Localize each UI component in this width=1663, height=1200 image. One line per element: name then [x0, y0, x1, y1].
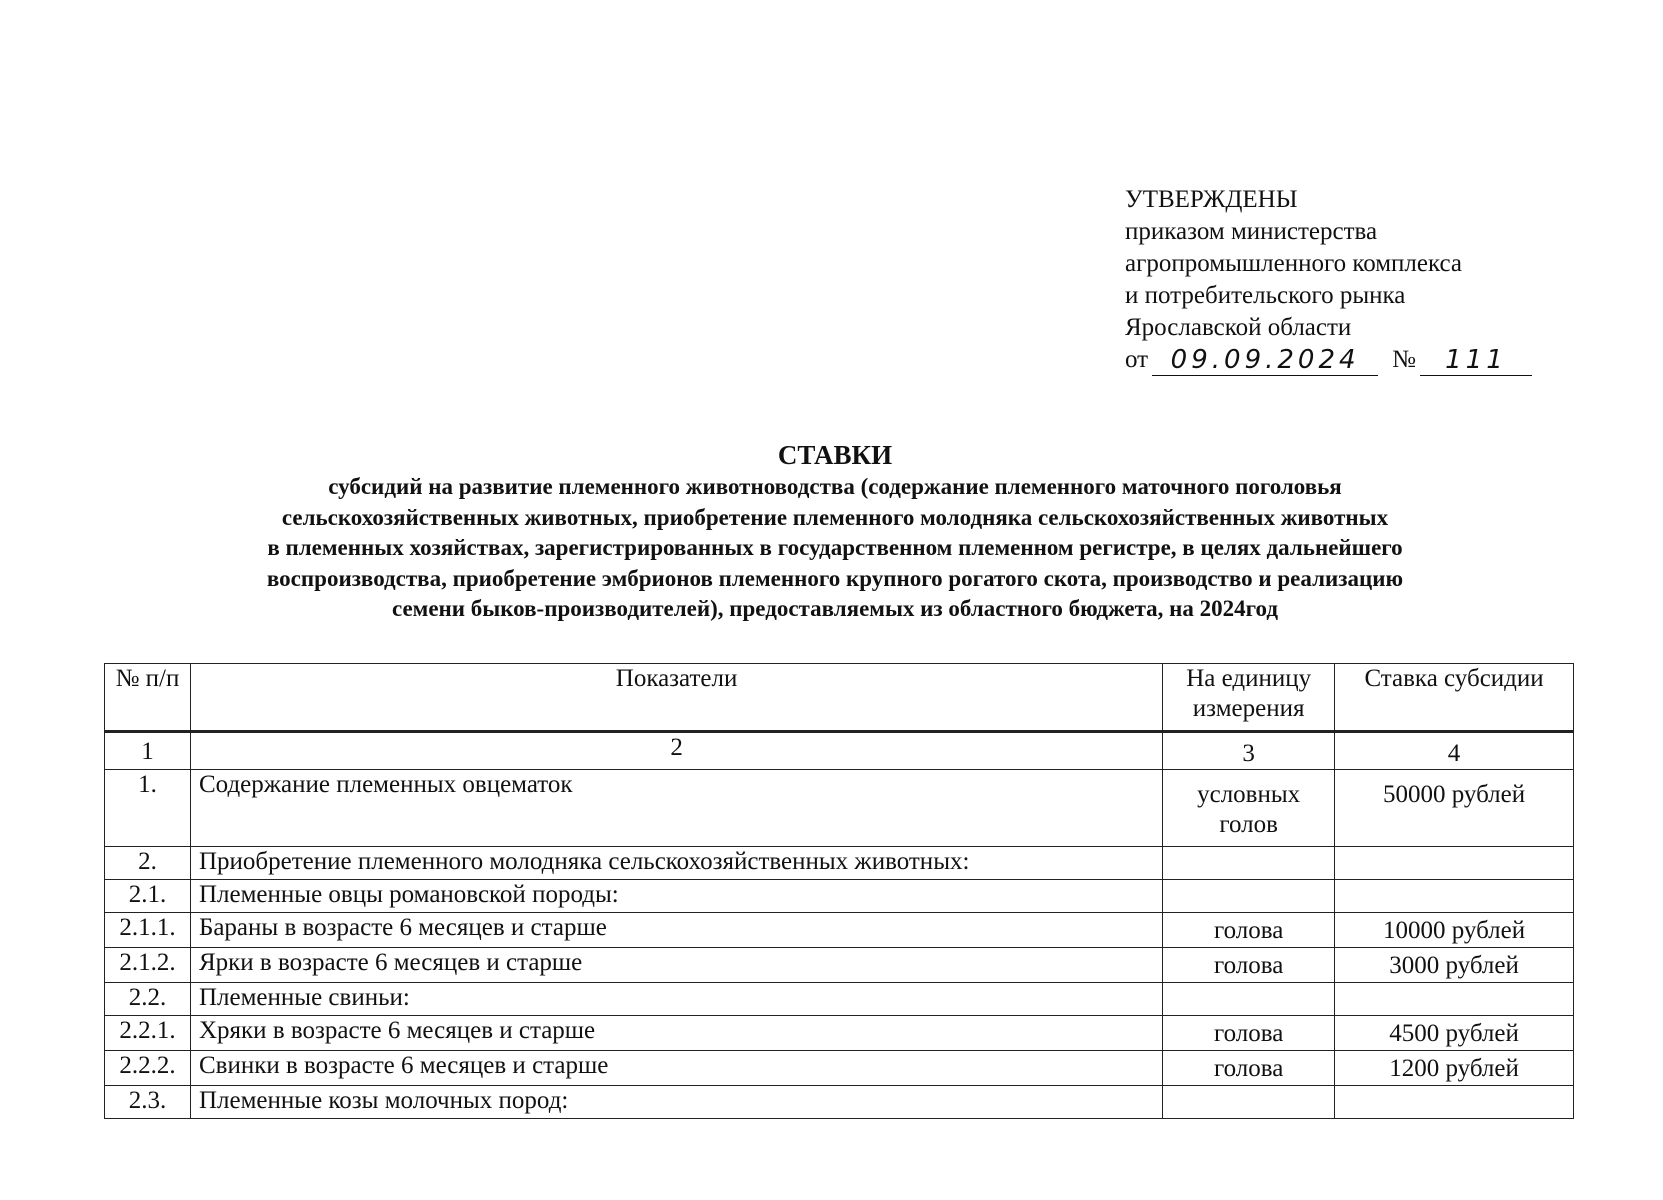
- row-unit: голова: [1163, 1016, 1335, 1051]
- row-num: 1.: [105, 770, 191, 847]
- approval-line: агропромышленного комплекса: [1125, 250, 1463, 277]
- subtitle-line: в племенных хозяйствах, зарегистрированных в государственном племенном регистре, в целях дальнейшего: [267, 535, 1403, 560]
- column-number: 3: [1163, 732, 1335, 770]
- document-title: СТАВКИ: [777, 440, 893, 470]
- row-rate: 1200 рублей: [1335, 1051, 1574, 1086]
- column-number: 1: [105, 732, 191, 770]
- header-indicator: Показатели: [190, 664, 1162, 732]
- row-unit: голова: [1163, 913, 1335, 948]
- row-num: 2.2.: [105, 983, 191, 1016]
- row-indicator: Приобретение племенного молодняка сельскохозяйственных животных:: [190, 847, 1162, 880]
- header-rate: Ставка субсидии: [1335, 664, 1574, 732]
- row-rate: 50000 рублей: [1335, 770, 1574, 847]
- approval-date-row: [1125, 344, 1565, 376]
- row-unit: голова: [1163, 1051, 1335, 1086]
- row-indicator: Ярки в возрасте 6 месяцев и старше: [190, 948, 1162, 983]
- row-unit: голова: [1163, 948, 1335, 983]
- table-row: [105, 1051, 1574, 1086]
- handwritten-number: 111: [1420, 345, 1532, 376]
- row-unit: [1163, 847, 1335, 880]
- row-rate: 4500 рублей: [1335, 1016, 1574, 1051]
- row-indicator: Племенные свиньи:: [190, 983, 1162, 1016]
- approval-line: Ярославской области: [1125, 314, 1352, 341]
- row-num: 2.2.1.: [105, 1016, 191, 1051]
- row-unit: [1163, 1086, 1335, 1119]
- row-num: 2.1.: [105, 880, 191, 913]
- subtitle-line: воспроизводства, приобретение эмбрионов племенного крупного рогатого скота, производство и реализацию: [266, 565, 1404, 591]
- table-row: [105, 880, 1574, 913]
- number-prefix: №: [1392, 346, 1416, 373]
- row-unit: [1163, 983, 1335, 1016]
- row-indicator: Бараны в возрасте 6 месяцев и старше: [190, 913, 1162, 948]
- row-unit: [1163, 880, 1335, 913]
- table-row: [105, 983, 1574, 1016]
- table-header-row: [105, 664, 1574, 732]
- approval-heading: УТВЕРЖДЕНЫ: [1125, 186, 1298, 213]
- column-numbers-row: [105, 732, 1574, 770]
- row-num: 2.3.: [105, 1086, 191, 1119]
- approval-block: [1125, 184, 1565, 376]
- row-unit: условных голов: [1163, 770, 1335, 847]
- table-row: [105, 847, 1574, 880]
- approval-line: и потребительского рынка: [1125, 282, 1406, 309]
- column-number: 2: [190, 732, 1162, 770]
- row-rate: 10000 рублей: [1335, 913, 1574, 948]
- table-row: [105, 1086, 1574, 1119]
- table-row: [105, 948, 1574, 983]
- row-indicator: Племенные козы молочных пород:: [190, 1086, 1162, 1119]
- row-indicator: Содержание племенных овцематок: [190, 770, 1162, 847]
- row-indicator: Свинки в возрасте 6 месяцев и старше: [190, 1051, 1162, 1086]
- approval-line: приказом министерства: [1125, 218, 1378, 245]
- row-rate: [1335, 880, 1574, 913]
- row-num: 2.2.2.: [105, 1051, 191, 1086]
- row-indicator: Хряки в возрасте 6 месяцев и старше: [190, 1016, 1162, 1051]
- row-rate: 3000 рублей: [1335, 948, 1574, 983]
- row-num: 2.1.2.: [105, 948, 191, 983]
- handwritten-date: 09.09.2024: [1152, 345, 1378, 376]
- header-unit: На единицу измерения: [1163, 664, 1335, 732]
- rates-table: [104, 663, 1574, 1119]
- table-row: [105, 1016, 1574, 1051]
- row-num: 2.1.1.: [105, 913, 191, 948]
- subtitle-line: сельскохозяйственных животных, приобретение племенного молодняка сельскохозяйственных животных: [281, 504, 1389, 530]
- table-row: [105, 913, 1574, 948]
- header-num: № п/п: [105, 664, 191, 732]
- row-rate: [1335, 1086, 1574, 1119]
- document-title-block: [115, 438, 1555, 625]
- column-number: 4: [1335, 732, 1574, 770]
- subtitle-line: семени быков-производителей), предоставляемых из областного бюджета, на 2024год: [391, 596, 1279, 621]
- row-rate: [1335, 847, 1574, 880]
- date-prefix: от: [1125, 346, 1149, 373]
- row-rate: [1335, 983, 1574, 1016]
- subtitle-line: субсидий на развитие племенного животноводства (содержание племенного маточного поголовья: [328, 474, 1342, 499]
- row-num: 2.: [105, 847, 191, 880]
- table-row: [105, 770, 1574, 847]
- row-indicator: Племенные овцы романовской породы:: [190, 880, 1162, 913]
